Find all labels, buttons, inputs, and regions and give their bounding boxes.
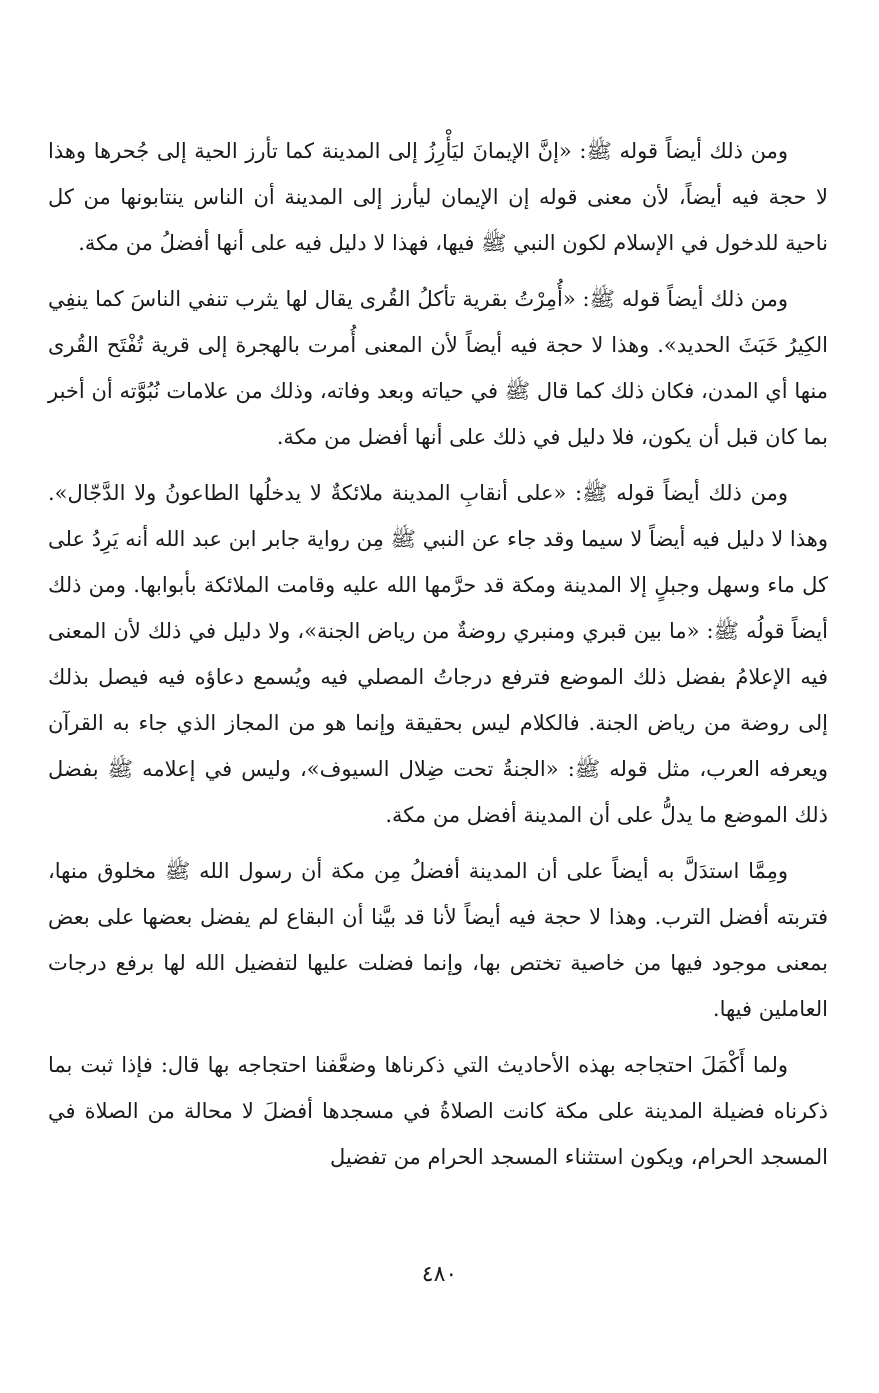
paragraph-5: ولما أَكْمَلَ احتجاجه بهذه الأحاديث التي ذكرناها وضعَّفنا احتجاجه بها قال: فإذا ثبت بما ذكرناه فضيلة المدينة على مكة كانت الصلاةُ في مسجدها أفضلَ لا محالة من الصلاة في المسجد الحرام، ويكون استثناء المسجد الحرام من تفضيل: [48, 1053, 828, 1169]
paragraph-3: ومن ذلك أيضاً قوله ﷺ: «على أنقابِ المدينة ملائكةٌ لا يدخلُها الطاعونُ ولا الدَّجّال». وهذا لا دليل فيه أيضاً لا سيما وقد جاء عن النبي ﷺ مِن رواية جابر ابن عبد الله أنه يَرِدُ على كل ماء وسهل وجبلٍ إلا المدينة ومكة قد حرَّمها الله عليه وقامت الملائكة بأبوابها. ومن ذلك أيضاً قولُه ﷺ: «ما بين قبري ومنبري روضةٌ من رياض الجنة»، ولا دليل في ذلك لأن المعنى فيه الإعلامُ بفضل ذلك الموضع فترفع درجاتُ المصلي فيه ويُسمع دعاؤه فيه فيصل بذلك إلى روضة من رياض الجنة. فالكلام ليس بحقيقة وإنما هو من المجاز الذي جاء به القرآن ويعرفه العرب، مثل قوله ﷺ: «الجنةُ تحت ضِلال السيوف»، وليس في إعلامه ﷺ بفضل ذلك الموضع ما يدلُّ على أن المدينة أفضل من مكة.: [48, 481, 829, 827]
page-number: ٤٨٠: [421, 1262, 458, 1287]
body-text: [48, 128, 828, 1180]
paragraph-2: ومن ذلك أيضاً قوله ﷺ: «أُمِرْتُ بقرية تأكلُ القُرى يقال لها يثرب تنفي الناسَ كما ينفِي الكِيرُ خَبَثَ الحديد». وهذا لا حجة فيه أيضاً لأن المعنى أُمرت بالهجرة إلى قرية تُفْتَح القُرى منها أي المدن، فكان ذلك كما قال ﷺ في حياته وبعد وفاته، وذلك من علامات نُبُوَّته أن أخبر بما كان قبل أن يكون، فلا دليل في ذلك على أنها أفضل من مكة.: [48, 287, 828, 449]
paragraph-1: ومن ذلك أيضاً قوله ﷺ: «إنَّ الإيمانَ ليَأْرِزُ إلى المدينة كما تأرز الحية إلى جُحرها وهذا لا حجة فيه أيضاً، لأن معنى قوله إن الإيمان ليأرز إلى المدينة أن الناس ينتابونها من كل ناحية للدخول في الإسلام لكون النبي ﷺ فيها، فهذا لا دليل فيه على أنها أفضلُ من مكة.: [48, 139, 828, 255]
paragraph-4: ومِمَّا استدَلَّ به أيضاً على أن المدينة أفضلُ مِن مكة أن رسول الله ﷺ مخلوق منها، فتربته أفضل الترب. وهذا لا حجة فيه أيضاً لأنا قد بيَّنا أن البقاع لم يفضل بعضها على بعض بمعنى موجود فيها من خاصية تختص بها، وإنما فضلت عليها لتفضيل الله لها برفع درجات العاملين فيها.: [48, 859, 828, 1021]
